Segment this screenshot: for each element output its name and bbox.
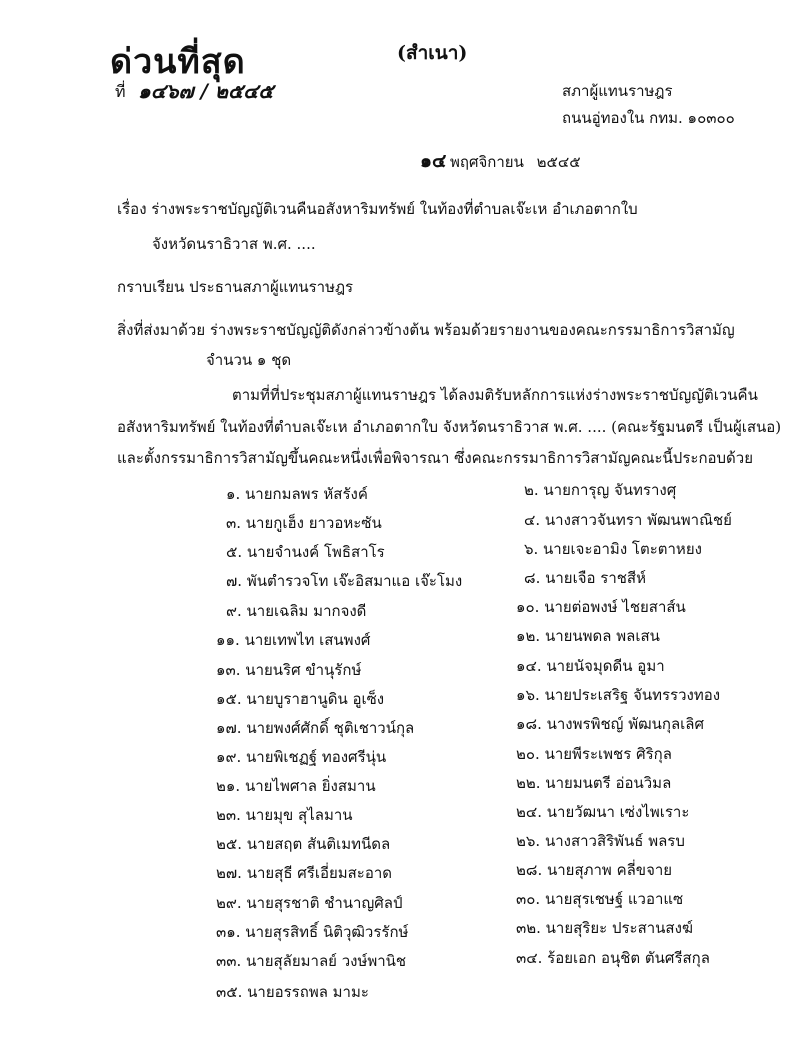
- member-item: ๒๐. นายพีระเพชร ศิริกุล: [516, 745, 672, 763]
- member-item: ๓๓. นายสุลัยมาลย์ วงษ์พานิช: [216, 952, 407, 970]
- sender-address: ถนนอู่ทองใน กทม. ๑๐๓๐๐: [562, 109, 735, 127]
- member-item: ๓๑. นายสุรสิทธิ์ นิติวุฒิวรรักษ์: [216, 923, 409, 941]
- member-item: ๑๖. นายประเสริฐ จันทรรวงทอง: [516, 686, 721, 704]
- member-item: ๒๗. นายสุธี ศรีเอี่ยมสะอาด: [216, 864, 393, 882]
- member-item: ๒๒. นายมนตรี อ่อนวิมล: [516, 774, 672, 792]
- member-item: ๒๖. นางสาวสิริพันธ์ พลรบ: [516, 832, 685, 850]
- member-item: ๒. นายการุญ จันทรางศุ: [524, 481, 677, 499]
- member-item: ๔. นางสาวจันทรา พัฒนพาณิชย์: [524, 511, 732, 529]
- member-item: ๒๘. นายสุภาพ คลี่ขจาย: [516, 861, 673, 879]
- member-item: ๒๑. นายไพศาล ยิ่งสมาน: [216, 777, 376, 795]
- member-item: ๓๕. นายอรรถพล มามะ: [216, 983, 369, 1001]
- body-line-1: ตามที่ที่ประชุมสภาผู้แทนราษฎร ได้ลงมติรับหลักการแห่งร่างพระราชบัญญัติเวนคืน: [232, 386, 758, 404]
- member-item: ๒๓. นายมุข สุไลมาน: [216, 806, 353, 824]
- member-item: ๓๔. ร้อยเอก อนุชิต ตันศรีสกุล: [516, 949, 710, 967]
- member-item: ๖. นายเจะอามิง โตะตาหยง: [524, 540, 702, 558]
- member-item: ๒๔. นายวัฒนา เซ่งไพเราะ: [516, 803, 690, 821]
- member-item: ๘. นายเจือ ราชสีห์: [524, 569, 646, 587]
- member-item: ๙. นายเฉลิม มากจงดี: [226, 602, 367, 620]
- member-item: ๒๕. นายสฤต สันติเมทนีดล: [216, 835, 391, 853]
- subject-line-1: เรื่อง ร่างพระราชบัญญัติเวนคืนอสังหาริมทรัพย์ ในท้องที่ตำบลเจ๊ะเห อำเภอตากใบ: [117, 200, 638, 218]
- enclosure-line-1: สิ่งที่ส่งมาด้วย ร่างพระราชบัญญัติดังกล่าวข้างต้น พร้อมด้วยรายงานของคณะกรรมาธิการวิสามัญ: [117, 321, 735, 339]
- date-day: ๑๔: [420, 150, 447, 172]
- member-item: ๑๘. นางพรพิชญ์ พัฒนกุลเลิศ: [516, 715, 704, 733]
- member-item: ๒๙. นายสุรชาติ ชำนาญศิลป์: [216, 894, 403, 912]
- urgency-heading: ด่วนที่สุด: [110, 42, 246, 82]
- member-item: ๑๔. นายนัจมุดดีน อูมา: [516, 657, 665, 675]
- doc-number-prefix: ที่: [115, 82, 126, 101]
- date-month-year: พฤศจิกายน ๒๕๔๕: [450, 153, 581, 171]
- member-item: ๓. นายกูเฮ็ง ยาวอหะซัน: [226, 514, 382, 532]
- member-item: ๓๒. นายสุริยะ ประสานสงฆ์: [516, 919, 694, 937]
- member-item: ๑. นายกมลพร หัสรังค์: [226, 485, 368, 503]
- member-item: ๑๓. นายนริศ ขำนุรักษ์: [216, 661, 362, 679]
- member-item: ๑๕. นายบูราฮานูดิน อูเซ็ง: [216, 690, 385, 708]
- member-item: ๑๒. นายนพดล พลเสน: [516, 627, 660, 645]
- copy-label: (สำเนา): [397, 42, 468, 64]
- member-item: ๑๑. นายเทพไท เสนพงศ์: [216, 631, 371, 649]
- doc-number: ๑๔๖๗ / ๒๕๔๕: [138, 79, 274, 103]
- member-item: ๑๐. นายต่อพงษ์ ไชยสาส์น: [516, 598, 686, 616]
- member-item: ๑๙. นายพิเชฏฐ์ ทองศรีนุ่น: [216, 748, 387, 766]
- enclosure-line-2: จำนวน ๑ ชุด: [206, 351, 292, 369]
- member-item: ๕. นายจำนงค์ โพธิสาโร: [226, 543, 385, 561]
- salutation: กราบเรียน ประธานสภาผู้แทนราษฎร: [117, 278, 354, 296]
- subject-line-2: จังหวัดนราธิวาส พ.ศ. ....: [152, 235, 316, 253]
- member-item: ๑๗. นายพงศ์ศักดิ์ ชุติเชาวน์กุล: [216, 719, 415, 737]
- member-item: ๗. พันตำรวจโท เจ๊ะอิสมาแอ เจ๊ะโมง: [226, 572, 463, 590]
- sender-organization: สภาผู้แทนราษฎร: [562, 82, 673, 100]
- body-line-3: และตั้งกรรมาธิการวิสามัญขึ้นคณะหนึ่งเพื่อพิจารณา ซึ่งคณะกรรมาธิการวิสามัญคณะนี้ประกอบด้วย: [117, 449, 754, 467]
- body-line-2: อสังหาริมทรัพย์ ในท้องที่ตำบลเจ๊ะเห อำเภอตากใบ จังหวัดนราธิวาส พ.ศ. .... (คณะรัฐมนตรี เป็นผู้เสนอ): [117, 418, 782, 436]
- member-item: ๓๐. นายสุรเชษฐ์ แวอาแซ: [516, 890, 684, 908]
